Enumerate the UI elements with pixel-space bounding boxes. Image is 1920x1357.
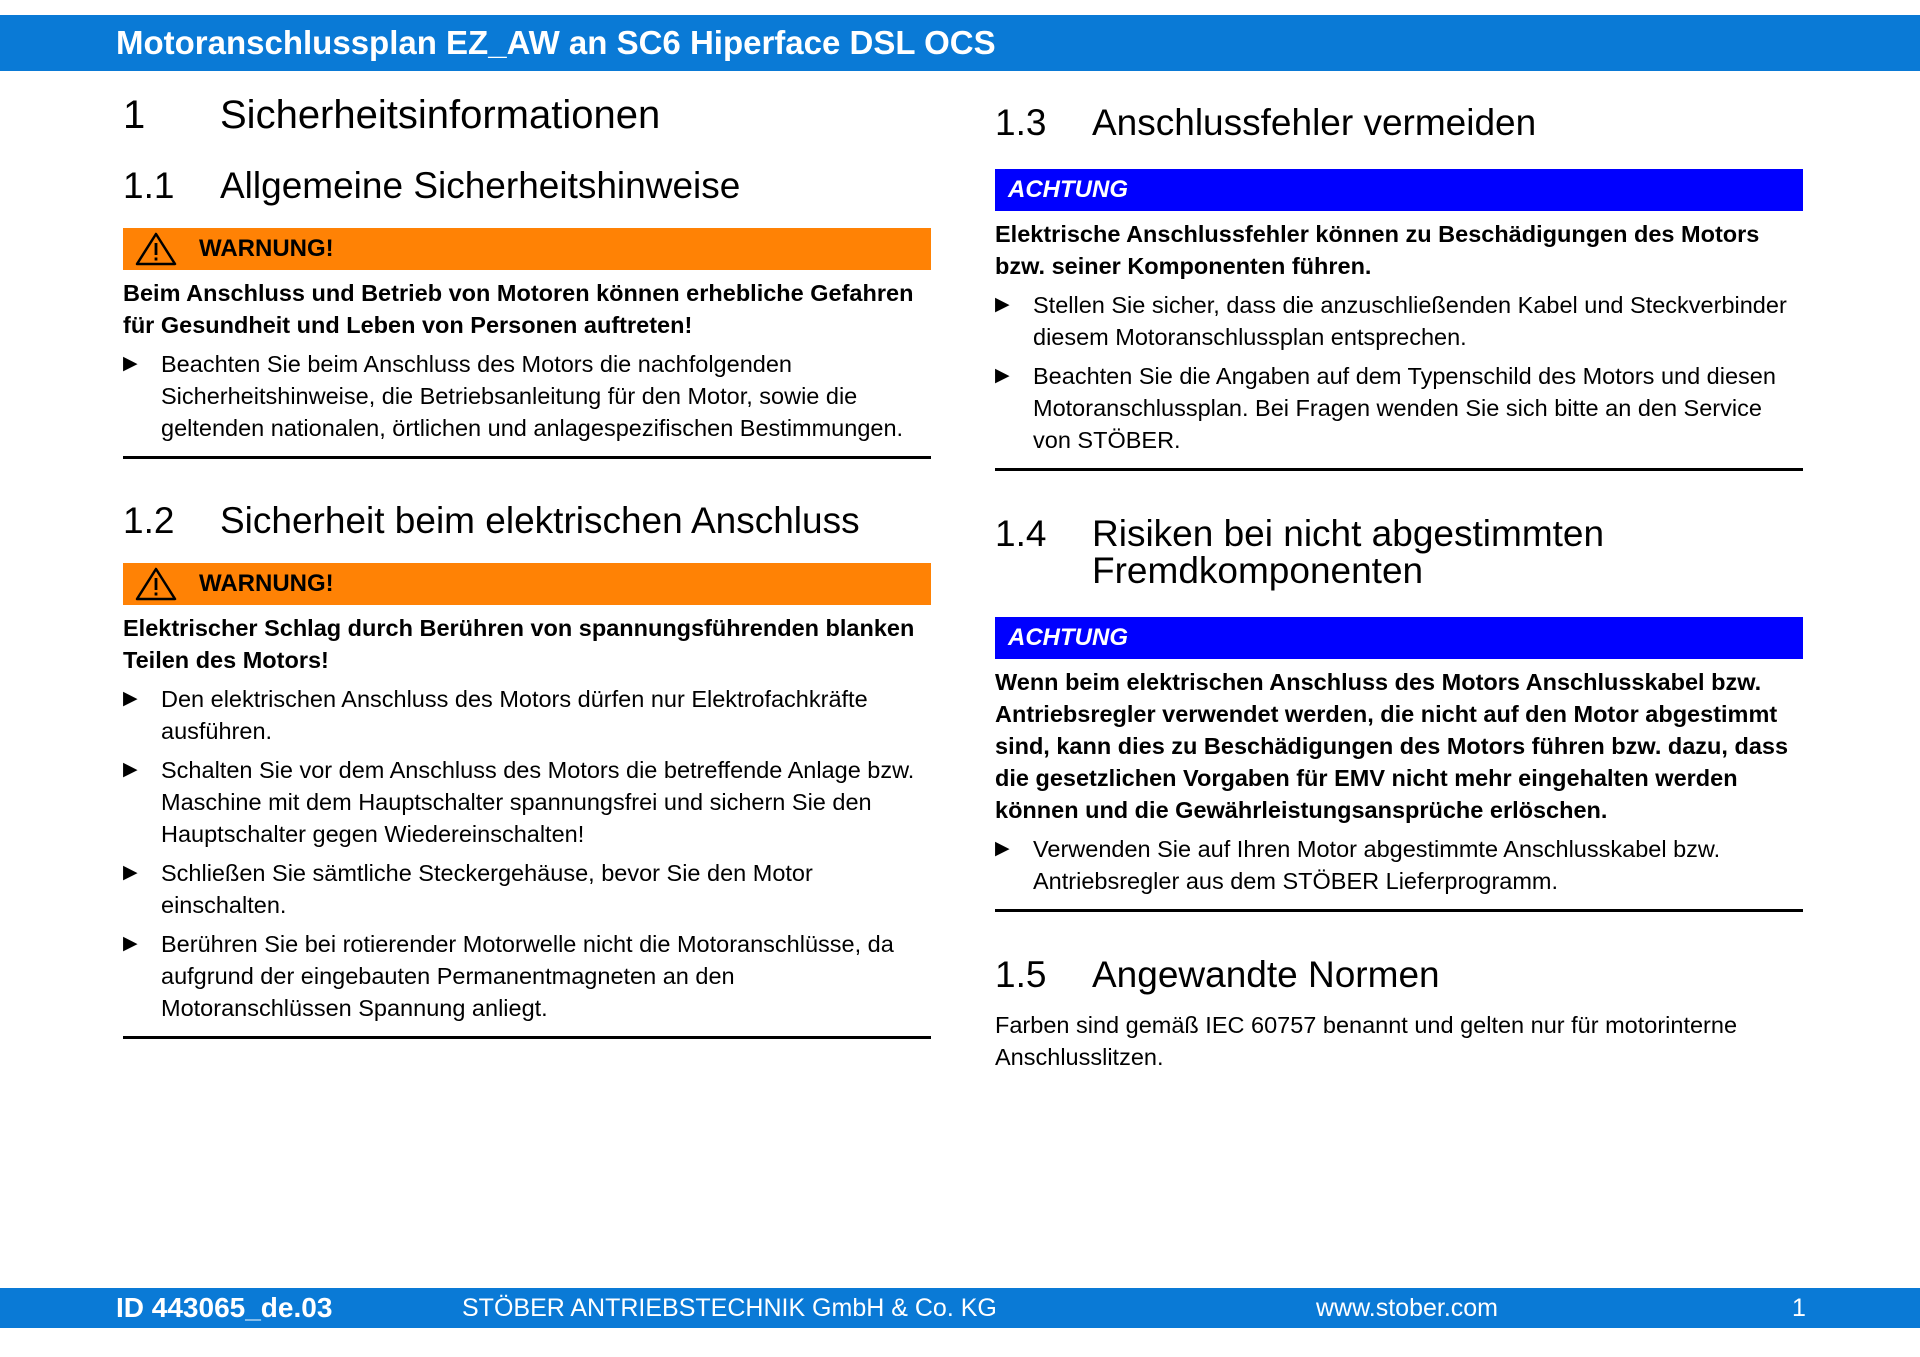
section-title: Sicherheitsinformationen	[220, 93, 661, 137]
list-item	[123, 348, 931, 444]
triangle-right-icon: ▶	[995, 294, 1010, 315]
section-number: 1.5	[995, 954, 1047, 995]
attention-label: ACHTUNG	[1008, 624, 1128, 651]
document-id: ID 443065_de.03	[116, 1292, 333, 1323]
list-item-text: Schalten Sie vor dem Anschluss des Motors die betreffende Anlage bzw. Maschine mit dem Hauptschalter spannungsfrei und sichern Sie den Hauptschalter gegen Wiedereinschalten!	[161, 757, 915, 847]
section-title: Sicherheit beim elektrischen Anschluss	[220, 500, 860, 541]
document-header	[0, 15, 1920, 71]
heading-section-1-4	[995, 515, 1803, 589]
left-column	[123, 92, 931, 1039]
warning-lead-text: Elektrischer Schlag durch Berühren von spannungsführenden blanken Teilen des Motors!	[123, 615, 915, 673]
triangle-right-icon: ▶	[123, 353, 138, 374]
attention-banner	[995, 169, 1803, 211]
triangle-right-icon: ▶	[123, 933, 138, 954]
section-divider	[995, 468, 1803, 471]
right-column	[995, 92, 1803, 1073]
list-item-text: Berühren Sie bei rotierender Motorwelle nicht die Motoranschlüsse, da aufgrund der eingebauten Permanentmagneten an den Motoranschlüssen Spannung anliegt.	[161, 931, 894, 1021]
section-divider	[123, 1036, 931, 1039]
heading-section-1-2	[123, 502, 931, 539]
warning-banner	[123, 228, 931, 270]
warning-triangle-icon	[135, 567, 177, 601]
triangle-right-icon: ▶	[123, 759, 138, 780]
list-item	[995, 360, 1803, 456]
section-number: 1	[123, 93, 146, 137]
triangle-right-icon: ▶	[995, 838, 1010, 859]
heading-section-1-5	[995, 956, 1803, 993]
bullet-list	[123, 683, 931, 1024]
section-number: 1.3	[995, 102, 1047, 143]
heading-section-1-1	[123, 167, 931, 204]
attention-lead-text: Elektrische Anschlussfehler können zu Beschädigungen des Motors bzw. seiner Komponenten führen.	[995, 221, 1760, 279]
warning-lead-text: Beim Anschluss und Betrieb von Motoren können erhebliche Gefahren für Gesundheit und Leben von Personen auftreten!	[123, 280, 914, 338]
section-title	[1092, 515, 1803, 589]
list-item	[123, 683, 931, 747]
section-title: Anschlussfehler vermeiden	[1092, 102, 1537, 143]
page-number: 1	[1792, 1294, 1806, 1322]
triangle-right-icon: ▶	[123, 688, 138, 709]
section-divider	[995, 909, 1803, 912]
section-title: Allgemeine Sicherheitshinweise	[220, 165, 741, 206]
list-item	[123, 857, 931, 921]
website-link[interactable]: www.stober.com	[1316, 1294, 1499, 1322]
list-item	[123, 754, 931, 850]
bullet-list	[123, 348, 931, 444]
section-number: 1.1	[123, 165, 175, 206]
list-item-text: Den elektrischen Anschluss des Motors dürfen nur Elektrofachkräfte ausführen.	[161, 686, 868, 744]
list-item-text: Beachten Sie beim Anschluss des Motors die nachfolgenden Sicherheitshinweise, die Betriebsanleitung für den Motor, sowie die geltenden nationalen, örtlichen und anlagespezifischen Bestimmungen.	[161, 351, 904, 441]
list-item-text: Schließen Sie sämtliche Steckergehäuse, bevor Sie den Motor einschalten.	[161, 860, 813, 918]
heading-section-1	[123, 92, 931, 138]
section-title: Angewandte Normen	[1092, 954, 1440, 995]
warning-banner	[123, 563, 931, 605]
section-number: 1.4	[995, 513, 1047, 554]
warning-label: WARNUNG!	[199, 570, 334, 597]
bullet-list	[995, 833, 1803, 897]
document-title: Motoranschlussplan EZ_AW an SC6 Hiperface DSL OCS	[116, 24, 996, 61]
list-item	[995, 833, 1803, 897]
list-item	[123, 928, 931, 1024]
triangle-right-icon: ▶	[995, 365, 1010, 386]
warning-label: WARNUNG!	[199, 235, 334, 262]
document-footer	[0, 1288, 1920, 1328]
attention-label: ACHTUNG	[1008, 176, 1128, 203]
attention-lead-text: Wenn beim elektrischen Anschluss des Motors Anschlusskabel bzw. Antriebsregler verwendet werden, die nicht auf den Motor abgestimmt sind, kann dies zu Beschädigungen des Motors führen bzw. dazu, dass die gesetzlichen Vorgaben für EMV nicht mehr eingehalten werden können und die Gewährleistungsansprüche erlöschen.	[995, 669, 1789, 823]
list-item-text: Stellen Sie sicher, dass die anzuschließenden Kabel und Steckverbinder diesem Motoranschlussplan entsprechen.	[1033, 292, 1787, 350]
warning-triangle-icon	[135, 232, 177, 266]
section-divider	[123, 456, 931, 459]
triangle-right-icon: ▶	[123, 862, 138, 883]
list-item-text: Beachten Sie die Angaben auf dem Typenschild des Motors und diesen Motoranschlussplan. Bei Fragen wenden Sie sich bitte an den Service von STÖBER.	[1033, 363, 1776, 453]
bullet-list	[995, 289, 1803, 456]
attention-banner	[995, 617, 1803, 659]
section-title-line: Fremdkomponenten	[1092, 550, 1424, 591]
list-item-text: Verwenden Sie auf Ihren Motor abgestimmte Anschlusskabel bzw. Antriebsregler aus dem STÖBER Lieferprogramm.	[1033, 836, 1721, 894]
list-item	[995, 289, 1803, 353]
company-name: STÖBER ANTRIEBSTECHNIK GmbH & Co. KG	[462, 1294, 997, 1322]
section-title-line: Risiken bei nicht abgestimmten	[1092, 513, 1605, 554]
heading-section-1-3	[995, 104, 1803, 141]
body-paragraph: Farben sind gemäß IEC 60757 benannt und gelten nur für motorinterne Anschlusslitzen.	[995, 1012, 1738, 1070]
section-number: 1.2	[123, 500, 175, 541]
